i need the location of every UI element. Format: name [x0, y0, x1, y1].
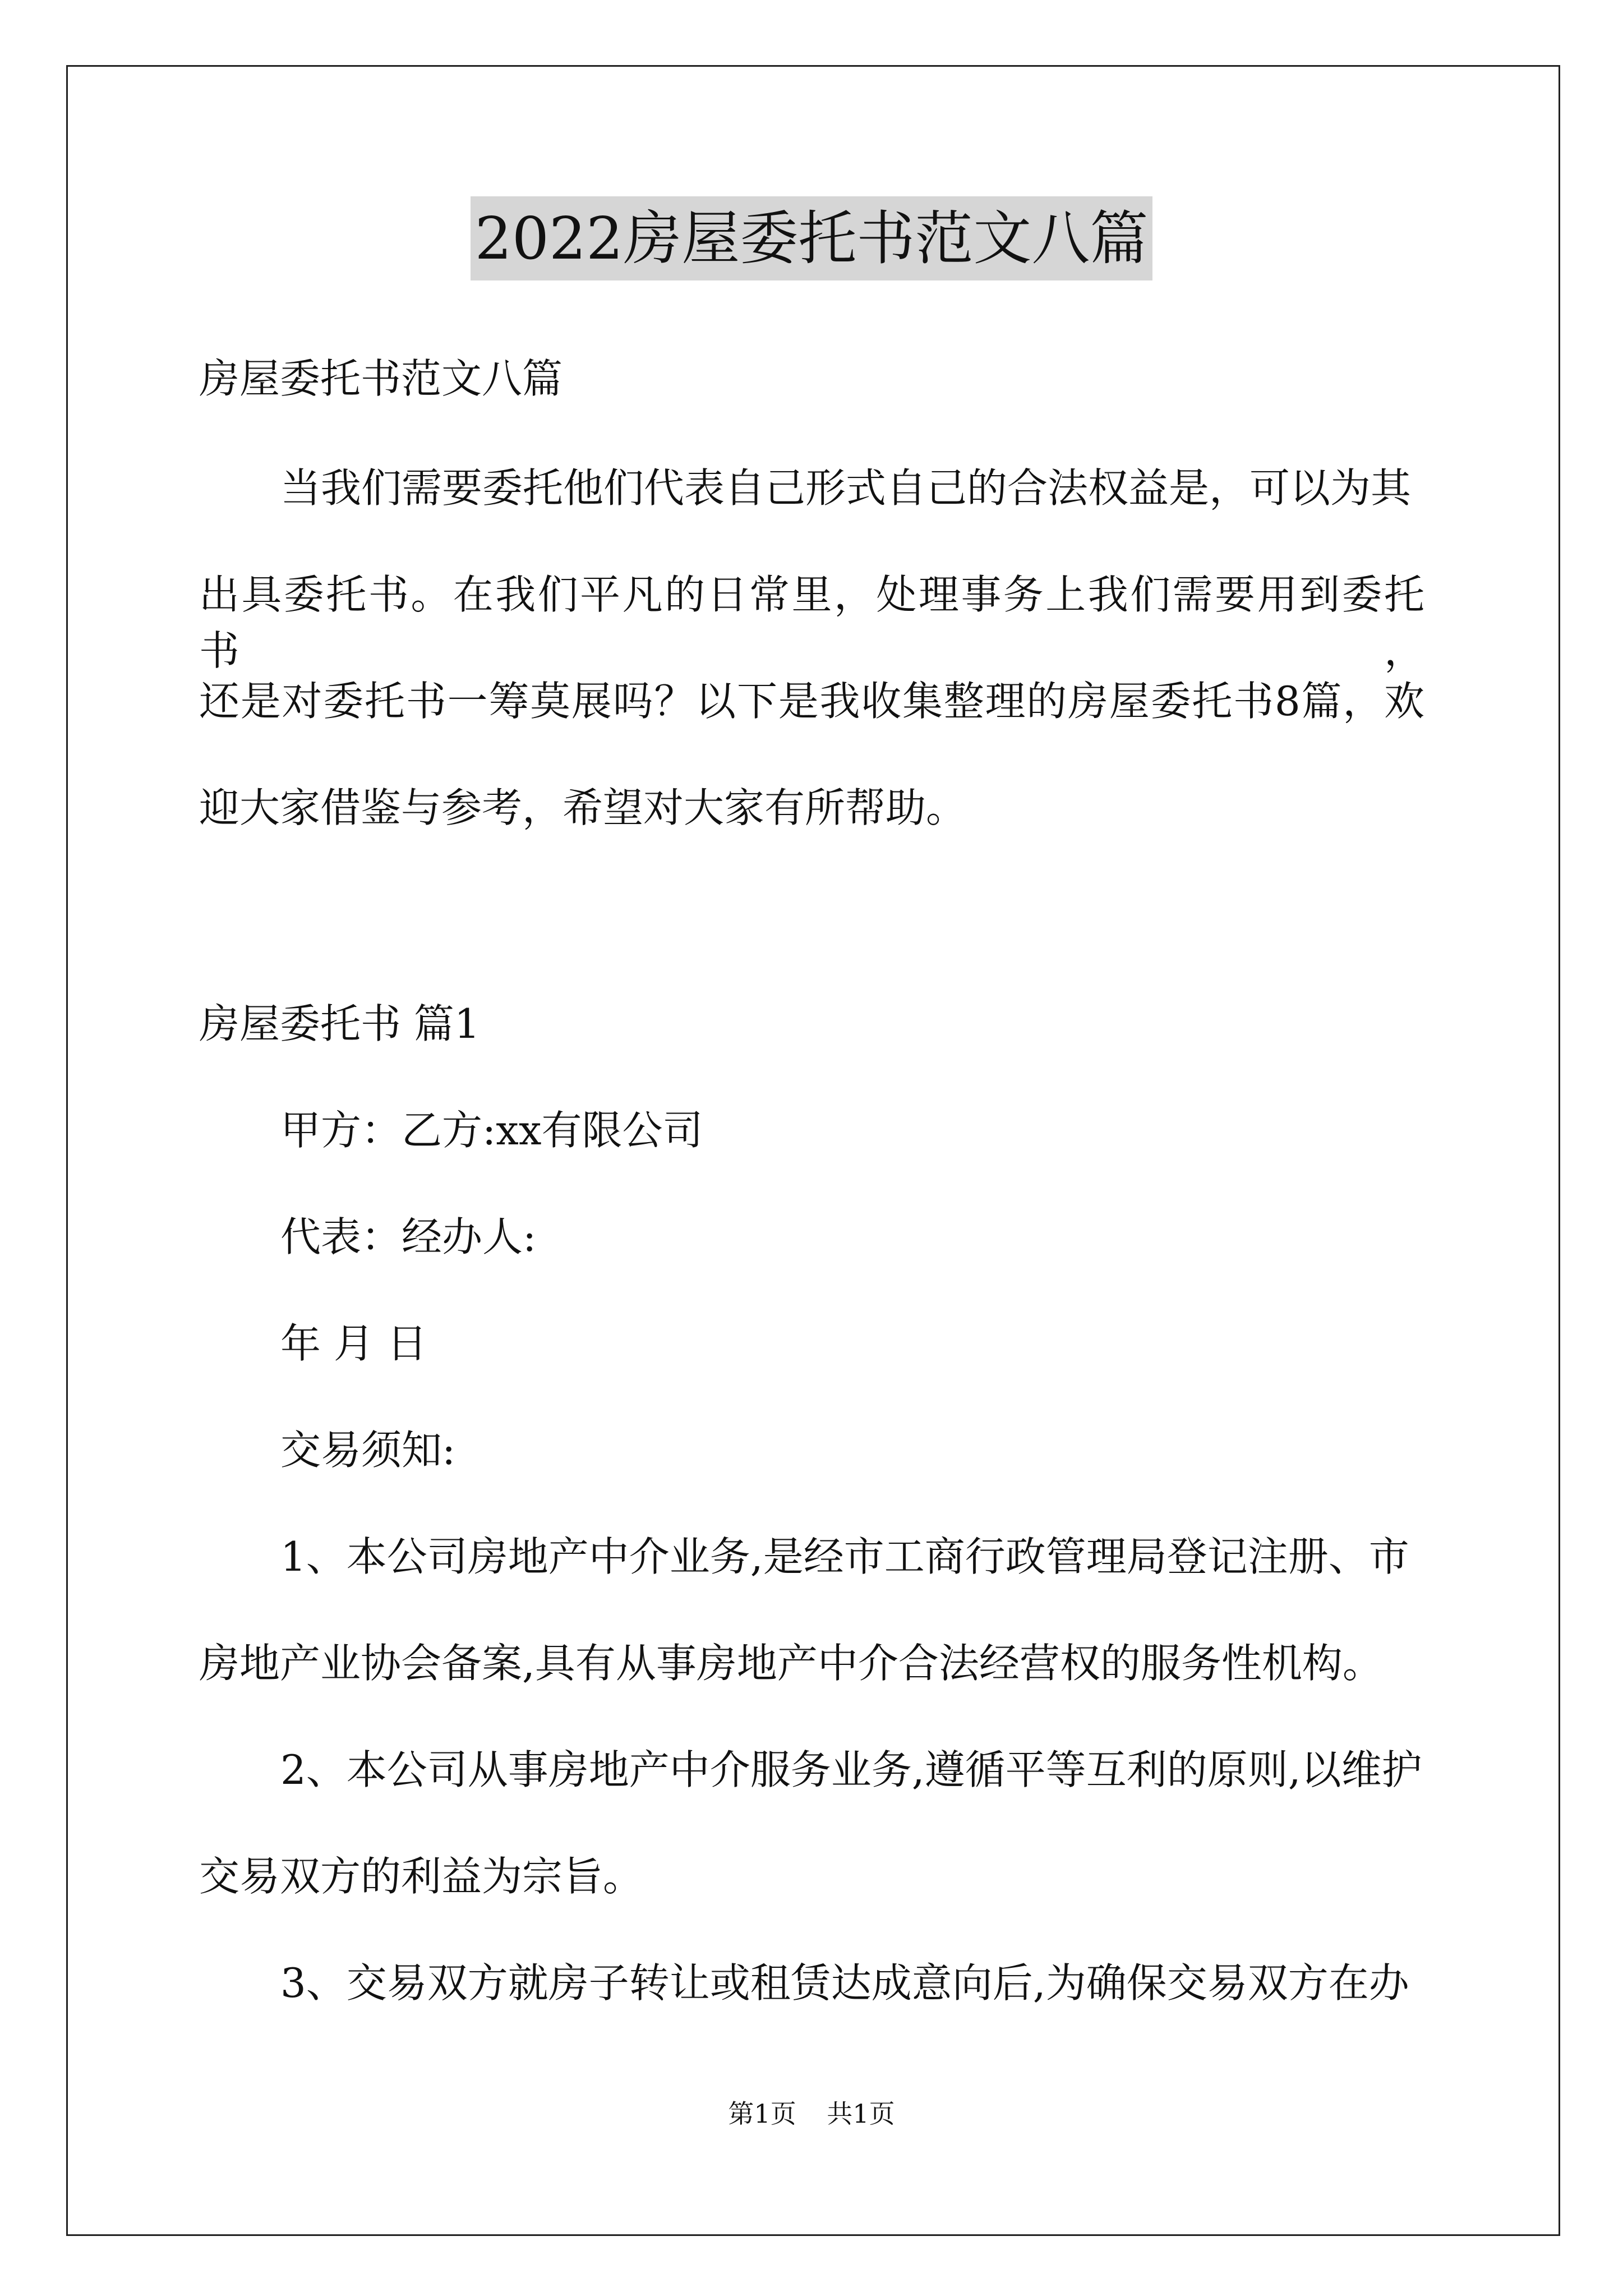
title-container [0, 196, 1623, 280]
document-title: 2022房屋委托书范文八篇 [471, 196, 1153, 280]
party-line: 甲方：乙方:xx有限公司 [280, 1107, 703, 1154]
intro-line-3: 还是对委托书一筹莫展吗？以下是我收集整理的房屋委托书8篇，欢 [199, 678, 1424, 725]
representative-line: 代表：经办人: [280, 1213, 537, 1260]
item-line-4: 交易双方的利益为宗旨。 [199, 1853, 644, 1900]
page-footer: 第1页 共1页 [728, 2099, 895, 2129]
item-line-2: 房地产业协会备案,具有从事房地产中介合法经营权的服务性机构。 [199, 1640, 1383, 1687]
item-line-3: 2、本公司从事房地产中介服务业务,遵循平等互利的原则,以维护 [280, 1746, 1422, 1793]
intro-line-4: 迎大家借鉴与参考，希望对大家有所帮助。 [199, 784, 967, 831]
date-line: 年 月 日 [280, 1320, 427, 1367]
document-subtitle: 房屋委托书范文八篇 [199, 355, 563, 402]
intro-line-2: 出具委托书。在我们平凡的日常里，处理事务上我们需要用到委托书， [199, 571, 1424, 674]
item-line-1: 1、本公司房地产中介业务,是经市工商行政管理局登记注册、市 [280, 1533, 1409, 1580]
item-line-5: 3、交易双方就房子转让或租赁达成意向后,为确保交易双方在办 [280, 1959, 1409, 2007]
notice-heading: 交易须知: [280, 1427, 456, 1474]
intro-line-1: 当我们需要委托他们代表自己形式自己的合法权益是，可以为其 [280, 464, 1412, 512]
section-heading: 房屋委托书 篇1 [199, 1000, 480, 1047]
